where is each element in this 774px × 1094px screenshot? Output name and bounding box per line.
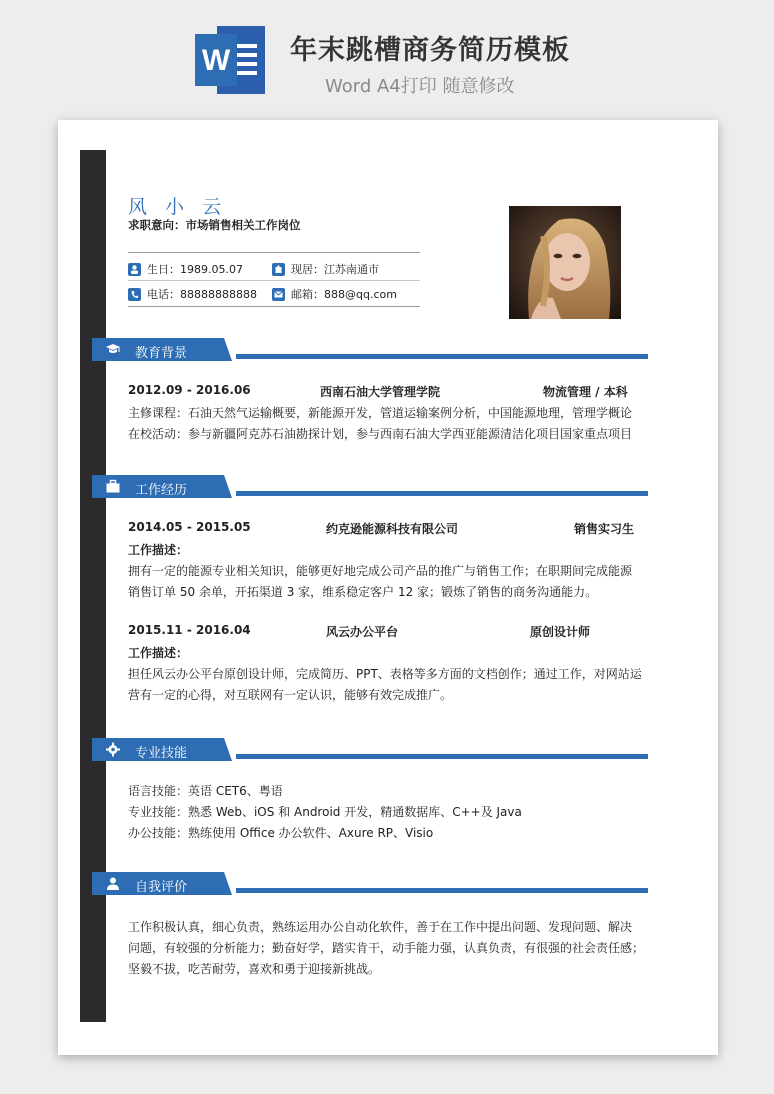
briefcase-icon (105, 479, 121, 494)
skill-professional: 专业技能：熟悉 Web、iOS 和 Android 开发，精通数据库、C++及 Java (128, 805, 522, 819)
user-icon (105, 876, 121, 891)
job2-period: 2015.11 - 2016.04 (128, 623, 251, 637)
job1-desc-line2: 销售订单 50 余单，开拓渠道 3 家，维系稳定客户 12 家；锻炼了销售的商务沟通能力。 (128, 585, 598, 599)
job2-desc-label: 工作描述： (128, 646, 189, 660)
info-phone (128, 286, 257, 302)
info-divider-top (128, 252, 420, 253)
info-birth-text: 生日：1989.05.07 (147, 263, 243, 276)
gear-icon (105, 742, 121, 757)
profile-photo (509, 206, 621, 319)
job2-company: 风云办公平台 (326, 625, 399, 639)
section-rule (236, 888, 648, 893)
section-work-title: 工作经历 (135, 483, 188, 498)
section-rule (236, 754, 648, 759)
info-email (272, 286, 397, 302)
section-self-header (92, 872, 652, 898)
home-icon (272, 263, 285, 276)
section-education-title: 教育背景 (135, 346, 188, 361)
info-phone-text: 电话：88888888888 (147, 288, 257, 301)
skill-office: 办公技能：熟练使用 Office 办公软件、Axure RP、Visio (128, 826, 434, 840)
self-eval-line1: 工作积极认真，细心负责，熟练运用办公自动化软件，善于在工作中提出问题、发现问题、解决 (128, 920, 633, 934)
mail-icon (272, 288, 285, 301)
edu-school: 西南石油大学管理学院 (320, 385, 441, 399)
section-rule (236, 491, 648, 496)
job2-desc-line1: 担任风云办公平台原创设计师，完成简历、PPT、表格等多方面的文档创作；通过工作，对网站运 (128, 667, 642, 681)
section-skills-header (92, 738, 652, 764)
edu-activities: 在校活动：参与新疆阿克苏石油勘探计划，参与西南石油大学西亚能源清洁化项目国家重点项目 (128, 427, 633, 441)
graduation-cap-icon (105, 342, 121, 357)
edu-courses: 主修课程：石油天然气运输概要，新能源开发，管道运输案例分析，中国能源地理，管理学概论 (128, 406, 633, 420)
section-rule (236, 354, 648, 359)
word-logo-letter: W (201, 44, 231, 77)
section-education-header (92, 338, 652, 364)
self-eval-line2: 问题，有较强的分析能力；勤奋好学，踏实肯干，动手能力强，认真负责，有很强的社会责任感； (128, 941, 645, 955)
info-residence (272, 261, 379, 277)
info-residence-text: 现居：江苏南通市 (291, 263, 379, 276)
birthday-icon (128, 263, 141, 276)
info-divider-bottom (128, 306, 420, 307)
phone-icon (128, 288, 141, 301)
job1-company: 约克逊能源科技有限公司 (326, 522, 459, 536)
job1-period: 2014.05 - 2015.05 (128, 520, 251, 534)
info-email-text: 邮箱：888@qq.com (291, 288, 397, 301)
word-logo-icon (195, 26, 265, 94)
banner-title: 年末跳槽商务简历模板 (290, 35, 570, 66)
job2-desc-line2: 营有一定的心得，对互联网有一定认识，能够有效完成推广。 (128, 688, 453, 702)
banner-subtitle: Word A4打印 随意修改 (325, 76, 515, 97)
edu-major: 物流管理 / 本科 (543, 385, 628, 399)
skill-language: 语言技能：英语 CET6、粤语 (128, 784, 283, 798)
section-self-title: 自我评价 (135, 880, 188, 895)
job2-role: 原创设计师 (530, 625, 591, 639)
section-skills-title: 专业技能 (135, 746, 188, 761)
resume-name: 风 小 云 (128, 196, 228, 218)
resume-sheet (58, 120, 718, 1055)
section-work-header (92, 475, 652, 501)
job1-desc-label: 工作描述： (128, 543, 189, 557)
edu-period: 2012.09 - 2016.06 (128, 383, 251, 397)
job1-desc-line1: 拥有一定的能源专业相关知识，能够更好地完成公司产品的推广与销售工作；在职期间完成能源 (128, 564, 633, 578)
job1-role: 销售实习生 (574, 522, 635, 536)
job-objective: 求职意向：市场销售相关工作岗位 (128, 218, 301, 232)
info-divider-mid (128, 280, 420, 281)
self-eval-line3: 坚毅不拔，吃苦耐劳，喜欢和勇于迎接新挑战。 (128, 962, 381, 976)
info-birth (128, 261, 243, 277)
